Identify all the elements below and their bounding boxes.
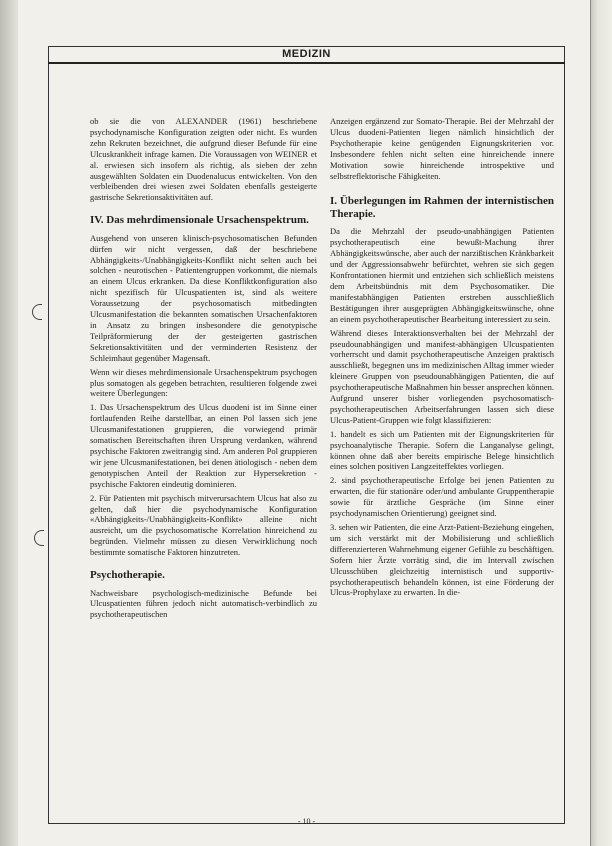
section-heading: Psychotherapie.: [90, 569, 165, 582]
section-heading: I. Überlegungen im Rahmen der internistischen Therapie.: [330, 195, 554, 220]
scan-edge-right: [590, 0, 612, 846]
header-rule: [48, 62, 565, 64]
paragraph: Da die Mehrzahl der pseudo-unabhängigen Patienten psychotherapeutisch eine bewußt-Machung ihrer Abhängigkeitswünsche, aber auch der narzißtischen Kränkbarkeit und der Aggressionsabwehr befürchtet, wehren sie sich gegen Konfrontationen hiermit und entziehen sich schließlich meistens dem Arbeitsbündnis mit dem Psychosomatiker. Die manifestabhängigen Patienten erstreben ausschließlich Bestätigungen ihrer ausgeprägten Abhängigkeitswünsche, ohne an einem psychotherapeutischer Bearbeitung interessiert zu sein.: [330, 226, 554, 324]
punch-hole-mark: [34, 530, 44, 546]
list-item: 1. Das Ursachenspektrum des Ulcus duodeni ist im Sinne einer fortlaufenden Reihe darstellbar, an einen Pol lassen sich jene Ulcusmanifestationen gruppieren, die vorwiegend primär somatischen Bereitschaften ihren Ursprung verdanken, während psychische Faktoren zweitrangig sind. Am anderen Pol gruppieren wir jene Ulcusmanifestationen, bei denen ätiologisch - neben dem genotypischen Anteil der Reaktion zur Hypersekretion - psychische Faktoren eindeutig dominieren.: [90, 402, 317, 489]
paragraph: Während dieses Interaktionsverhalten bei der Mehrzahl der pseudounabhängigen und manifest-abhängigen Ulcuspatienten vorherrscht und damit psychotherapeutische Anzeigen praktisch ausschließt, begegnen uns im medizinischen Alltag immer wieder kleinere Gruppen von pseudounabhängigen Patienten, die auf psychotherapeutische Maßnahmen hin besser ansprechen können. Aufgrund unserer bisher vorliegenden psychosomatisch-psychotherapeutischen Arbeitserfahrungen lassen sich diese Ulcus-Patient-Gruppen wie folgt klassifizieren:: [330, 327, 554, 425]
list-item: 2. sind psychotherapeutische Erfolge bei jenen Patienten zu erwarten, die für stationäre oder/und ambulante Gruppentherapie sowie für ärztliche Gespräche (im Sinne einer psychodynamischen Orientierung) geeignet sind.: [330, 475, 554, 519]
list-item: 3. sehen wir Patienten, die eine Arzt-Patient-Beziehung eingehen, um sich verstärkt mit der Mobilisierung und schließlich differenzierteren Wahrnehmung eigener Gefühle zu beschäftigen. Sofern hier Ärzte vorrätig sind, die im Intervall zwischen Ulcusschüben gleichzeitig internistisch und supportiv-psychotherapeutisch behandeln können, ist eine Förderung der Ulcus-Prophylaxe zu erwarten. In die-: [330, 522, 554, 598]
paragraph: ob sie die von ALEXANDER (1961) beschriebene psychodynamische Konfiguration zeigten oder nicht. Es wurden zehn Rekruten bezeichnet, die aufgrund dieser Befunde für eine Ulcuskrankheit infrage kamen. Die Voraussagen von WEINER et al. erwiesen sich insofern als richtig, als sieben der zehn ausgewählten Soldaten ein Duodenalucus entwickelten. Von den verbleibenden drei wiesen zwei Soldaten ebenfalls gesteigerte gastrische Sekretionsaktivitäten auf.: [90, 116, 317, 203]
page-number: - 10 -: [297, 817, 316, 826]
left-column: [90, 116, 317, 623]
paragraph: Anzeigen ergänzend zur Somato-Therapie. Bei der Mehrzahl der Ulcus duodeni-Patienten liegen nämlich hinsichtlich der Psychotherapie keine genügenden Eignungskriterien vor. Insbesondere fehlen nicht selten eine hinreichende innere Motivation sowie hinreichende introspektive und selbstreflektorische Fähigkeiten.: [330, 116, 554, 181]
scan-edge-left: [0, 0, 18, 846]
paragraph: Ausgehend von unseren klinisch-psychosomatischen Befunden dürfen wir nicht vergessen, daß der beschriebene Abhängigkeits-/Unabhängigkeits-Konflikt nicht selten auch bei solchen - neurotischen - Patientengruppen vorkommt, die niemals an einem Ulcus erkranken. Da diese Konfliktkonfiguration also nicht spezifisch für Ulcuspatienten ist, sind als weitere Voraussetzung der psychosomatisch mitbedingten Ulcusmanifestation die bekannten somatischen Ursachenfaktoren in Ansatz zu bringen insbesondere die genotypische Teilpräformierung der der gesteigerten gastrischen Sekretionsaktivitäten und der verminderten Resistenz der Schleimhaut gegenüber Magensaft.: [90, 232, 317, 363]
section-heading: IV. Das mehrdimensionale Ursachenspektrum.: [90, 214, 309, 227]
paragraph: Wenn wir dieses mehrdimensionale Ursachenspektrum psychogen plus somatogen als gegeben betrachten, resultieren folgende zwei weitere Überlegungen:: [90, 366, 317, 399]
paragraph: Nachweisbare psychologisch-medizinische Befunde bei Ulcuspatienten führen jedoch nicht automatisch-verbindlich zu psychotherapeutischen: [90, 587, 317, 620]
list-item: 2. Für Patienten mit psychisch mitverursachtem Ulcus hat also zu gelten, daß hier die psychodynamische Konfiguration «Abhängigkeits-/Unabhängigkeits-Konflikt» alleine nicht ausreicht, um die psychosomatische Korrelation hinreichend zu begründen. Vielmehr müssen zu diesen Verwirklichung noch bestimmte somatische Faktoren hinzutreten.: [90, 492, 317, 558]
punch-hole-mark: [32, 304, 42, 320]
section-header: MEDIZIN: [282, 48, 331, 60]
list-item: 1. handelt es sich um Patienten mit der Eignungskriterien für psychoanalytische Therapie. Sofern die Langanalyse gelingt, können ohne daß aber bereits empirische Belege hinsichtlich eines solchen positiven Langzeiteffektes vorliegen.: [330, 428, 554, 472]
right-column: [330, 116, 554, 601]
